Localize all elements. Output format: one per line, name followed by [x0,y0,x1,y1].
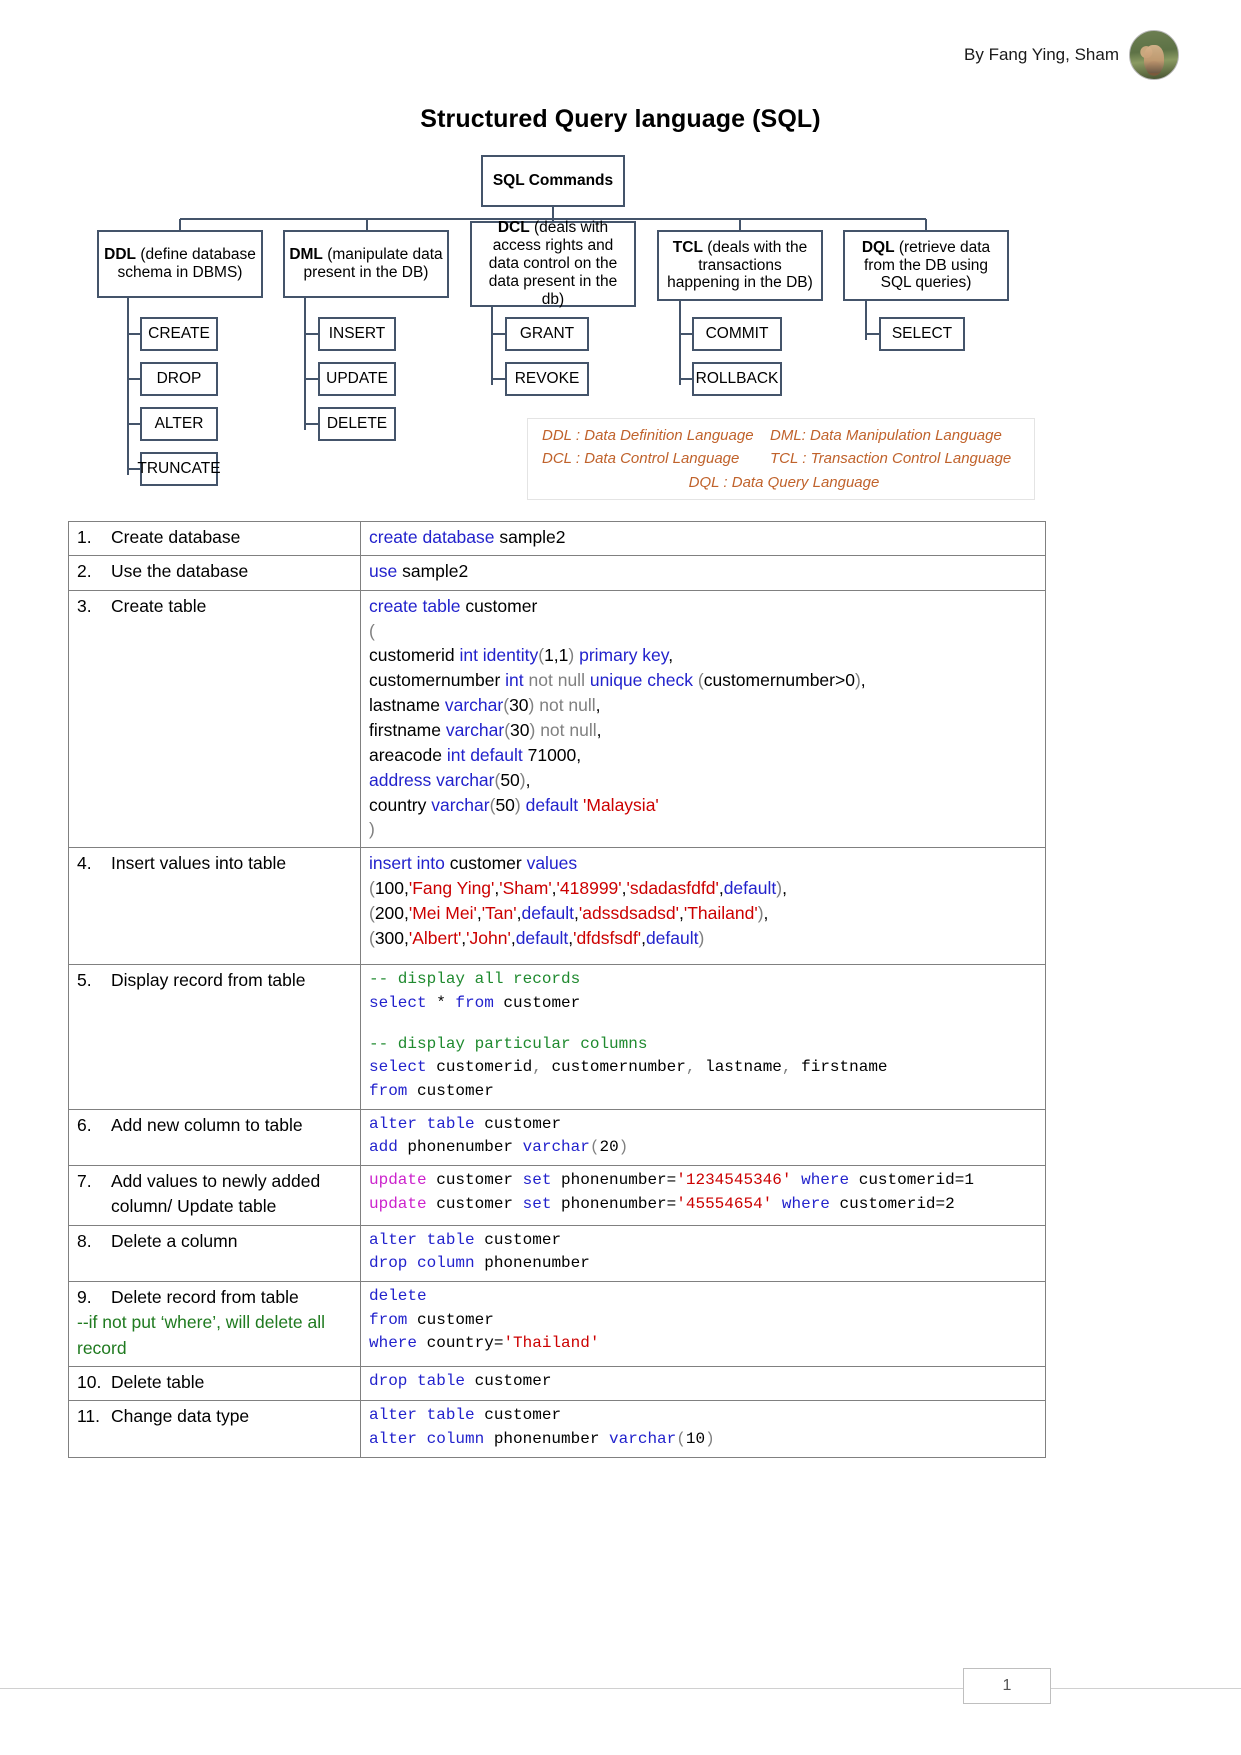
code-block: create table customer ( customerid int identity(1,1) primary key, customernumber int not null unique check (customernumber>0), lastname varchar(30) not null, firstname varchar(30) not null, areacode int default 71000, address varchar(50), country varchar(50) default 'Malaysia' ) [369,595,866,840]
author-byline: By Fang Ying, Sham [964,45,1119,64]
code-block: use sample2 [369,561,469,582]
page-number: 1 [1002,1677,1012,1694]
row-number: 7. [77,1170,92,1191]
table-row [69,965,1046,1109]
code-block: alter table customer add phonenumber varchar(20) [369,1114,629,1157]
row-note: --if not put ‘where’, will delete all record [77,1312,326,1358]
table-row [69,1109,1046,1165]
row-code-cell [361,965,1046,1109]
row-label-cell [69,965,361,1109]
footer-divider [0,1688,1241,1689]
row-label: Delete record from table [111,1286,299,1307]
table-row [69,522,1046,556]
page-title: Structured Query language (SQL) [420,105,821,133]
row-number: 3. [77,595,92,616]
row-code-cell [361,1225,1046,1281]
row-number: 8. [77,1230,92,1251]
row-label: Add values to newly added column/ Update table [111,1170,321,1217]
diagram-leaf-update: UPDATE [318,362,396,396]
row-number: 10. [77,1372,102,1393]
diagram-connectors [0,145,1241,565]
legend-dql: DQL : Data Query Language [688,473,880,491]
legend-dml: DML: Data Manipulation Language [770,427,1002,445]
diagram-leaf-select: SELECT [879,317,965,351]
row-label-cell [69,1281,361,1366]
row-label: Use the database [111,561,249,582]
table-row [69,556,1046,590]
row-label-cell [69,590,361,847]
legend-line-1 [542,424,1026,447]
code-block: alter table customer drop column phonenumber [369,1230,590,1273]
row-label: Insert values into table [111,853,287,874]
code-block: delete from customer where country='Thailand' [369,1286,600,1353]
row-label-cell [69,1165,361,1225]
legend-tcl: TCL : Transaction Control Language [770,450,1012,468]
row-label-cell [69,1401,361,1457]
legend-line-2 [542,447,1026,470]
table-row [69,1401,1046,1457]
row-number: 4. [77,853,92,874]
row-code-cell [361,556,1046,590]
sql-commands-diagram [0,145,1241,565]
diagram-leaf-rollback: ROLLBACK [692,362,782,396]
document-header [964,30,1179,80]
row-number: 6. [77,1114,92,1135]
diagram-leaf-truncate: TRUNCATE [140,452,218,486]
row-label: Display record from table [111,970,306,991]
row-label: Delete a column [111,1230,238,1251]
row-label-cell [69,1109,361,1165]
row-label: Create table [111,595,207,616]
diagram-category-ddl: DDL (define database schema in DBMS) [97,230,263,298]
sql-reference-table [68,521,1046,1458]
code-block: drop table customer [369,1372,552,1391]
table-row [69,1281,1046,1366]
row-label-cell [69,1225,361,1281]
table-row [69,848,1046,965]
legend-ddl: DDL : Data Definition Language [542,427,754,445]
diagram-category-dcl: DCL (deals with access rights and data control on the data present in the db) [470,221,636,307]
page-number-box [963,1668,1051,1704]
row-label-cell [69,556,361,590]
code-block: update customer set phonenumber='1234545346' where customerid=1 update customer set phonenumber='45554654' where customerid=2 [369,1170,974,1213]
code-block: alter table customer alter column phonenumber varchar(10) [369,1406,715,1449]
diagram-leaf-drop: DROP [140,362,218,396]
row-label: Delete table [111,1372,205,1393]
row-number: 1. [77,527,92,547]
row-code-cell [361,1367,1046,1401]
diagram-category-tcl: TCL (deals with the transactions happening in the DB) [657,230,823,301]
avatar [1129,30,1179,80]
diagram-leaf-delete: DELETE [318,407,396,441]
row-label-cell [69,1367,361,1401]
row-number: 5. [77,970,92,991]
row-label-cell [69,522,361,556]
table-row [69,590,1046,847]
diagram-leaf-alter: ALTER [140,407,218,441]
diagram-leaf-revoke: REVOKE [505,362,589,396]
table-row [69,1225,1046,1281]
row-code-cell [361,590,1046,847]
diagram-root-sql-commands: SQL Commands [481,155,625,207]
diagram-leaf-commit: COMMIT [692,317,782,351]
diagram-category-dml: DML (manipulate data present in the DB) [283,230,449,298]
row-code-cell [361,1109,1046,1165]
code-block: insert into customer values (100,'Fang Ying','Sham','418999','sdadasfdfd',default), (200,'Mei Mei','Tan',default,'adssdsadsd','Thailand'), (300,'Albert','John',default,'dfdsfsdf',default) [369,853,787,948]
row-label: Add new column to table [111,1114,303,1135]
row-label: Create database [111,527,241,547]
row-code-cell [361,1165,1046,1225]
legend-dcl: DCL : Data Control Language [542,450,740,468]
diagram-category-dql: DQL (retrieve data from the DB using SQL queries) [843,230,1009,301]
legend-line-3 [542,471,1026,494]
row-code-cell [361,1281,1046,1366]
row-label: Change data type [111,1406,250,1427]
diagram-leaf-grant: GRANT [505,317,589,351]
row-code-cell [361,848,1046,965]
code-block: create database sample2 [369,527,566,547]
row-code-cell [361,522,1046,556]
acronym-legend [527,418,1035,500]
diagram-leaf-insert: INSERT [318,317,396,351]
table-row [69,1165,1046,1225]
code-block: -- display all records select * from customer -- display particular columns select customerid, customernumber, lastname, firstname from customer [369,970,888,1100]
row-number: 11. [77,1406,101,1427]
row-code-cell [361,1401,1046,1457]
table-row [69,1367,1046,1401]
diagram-leaf-create: CREATE [140,317,218,351]
row-number: 2. [77,561,92,582]
row-number: 9. [77,1286,92,1307]
row-label-cell [69,848,361,965]
